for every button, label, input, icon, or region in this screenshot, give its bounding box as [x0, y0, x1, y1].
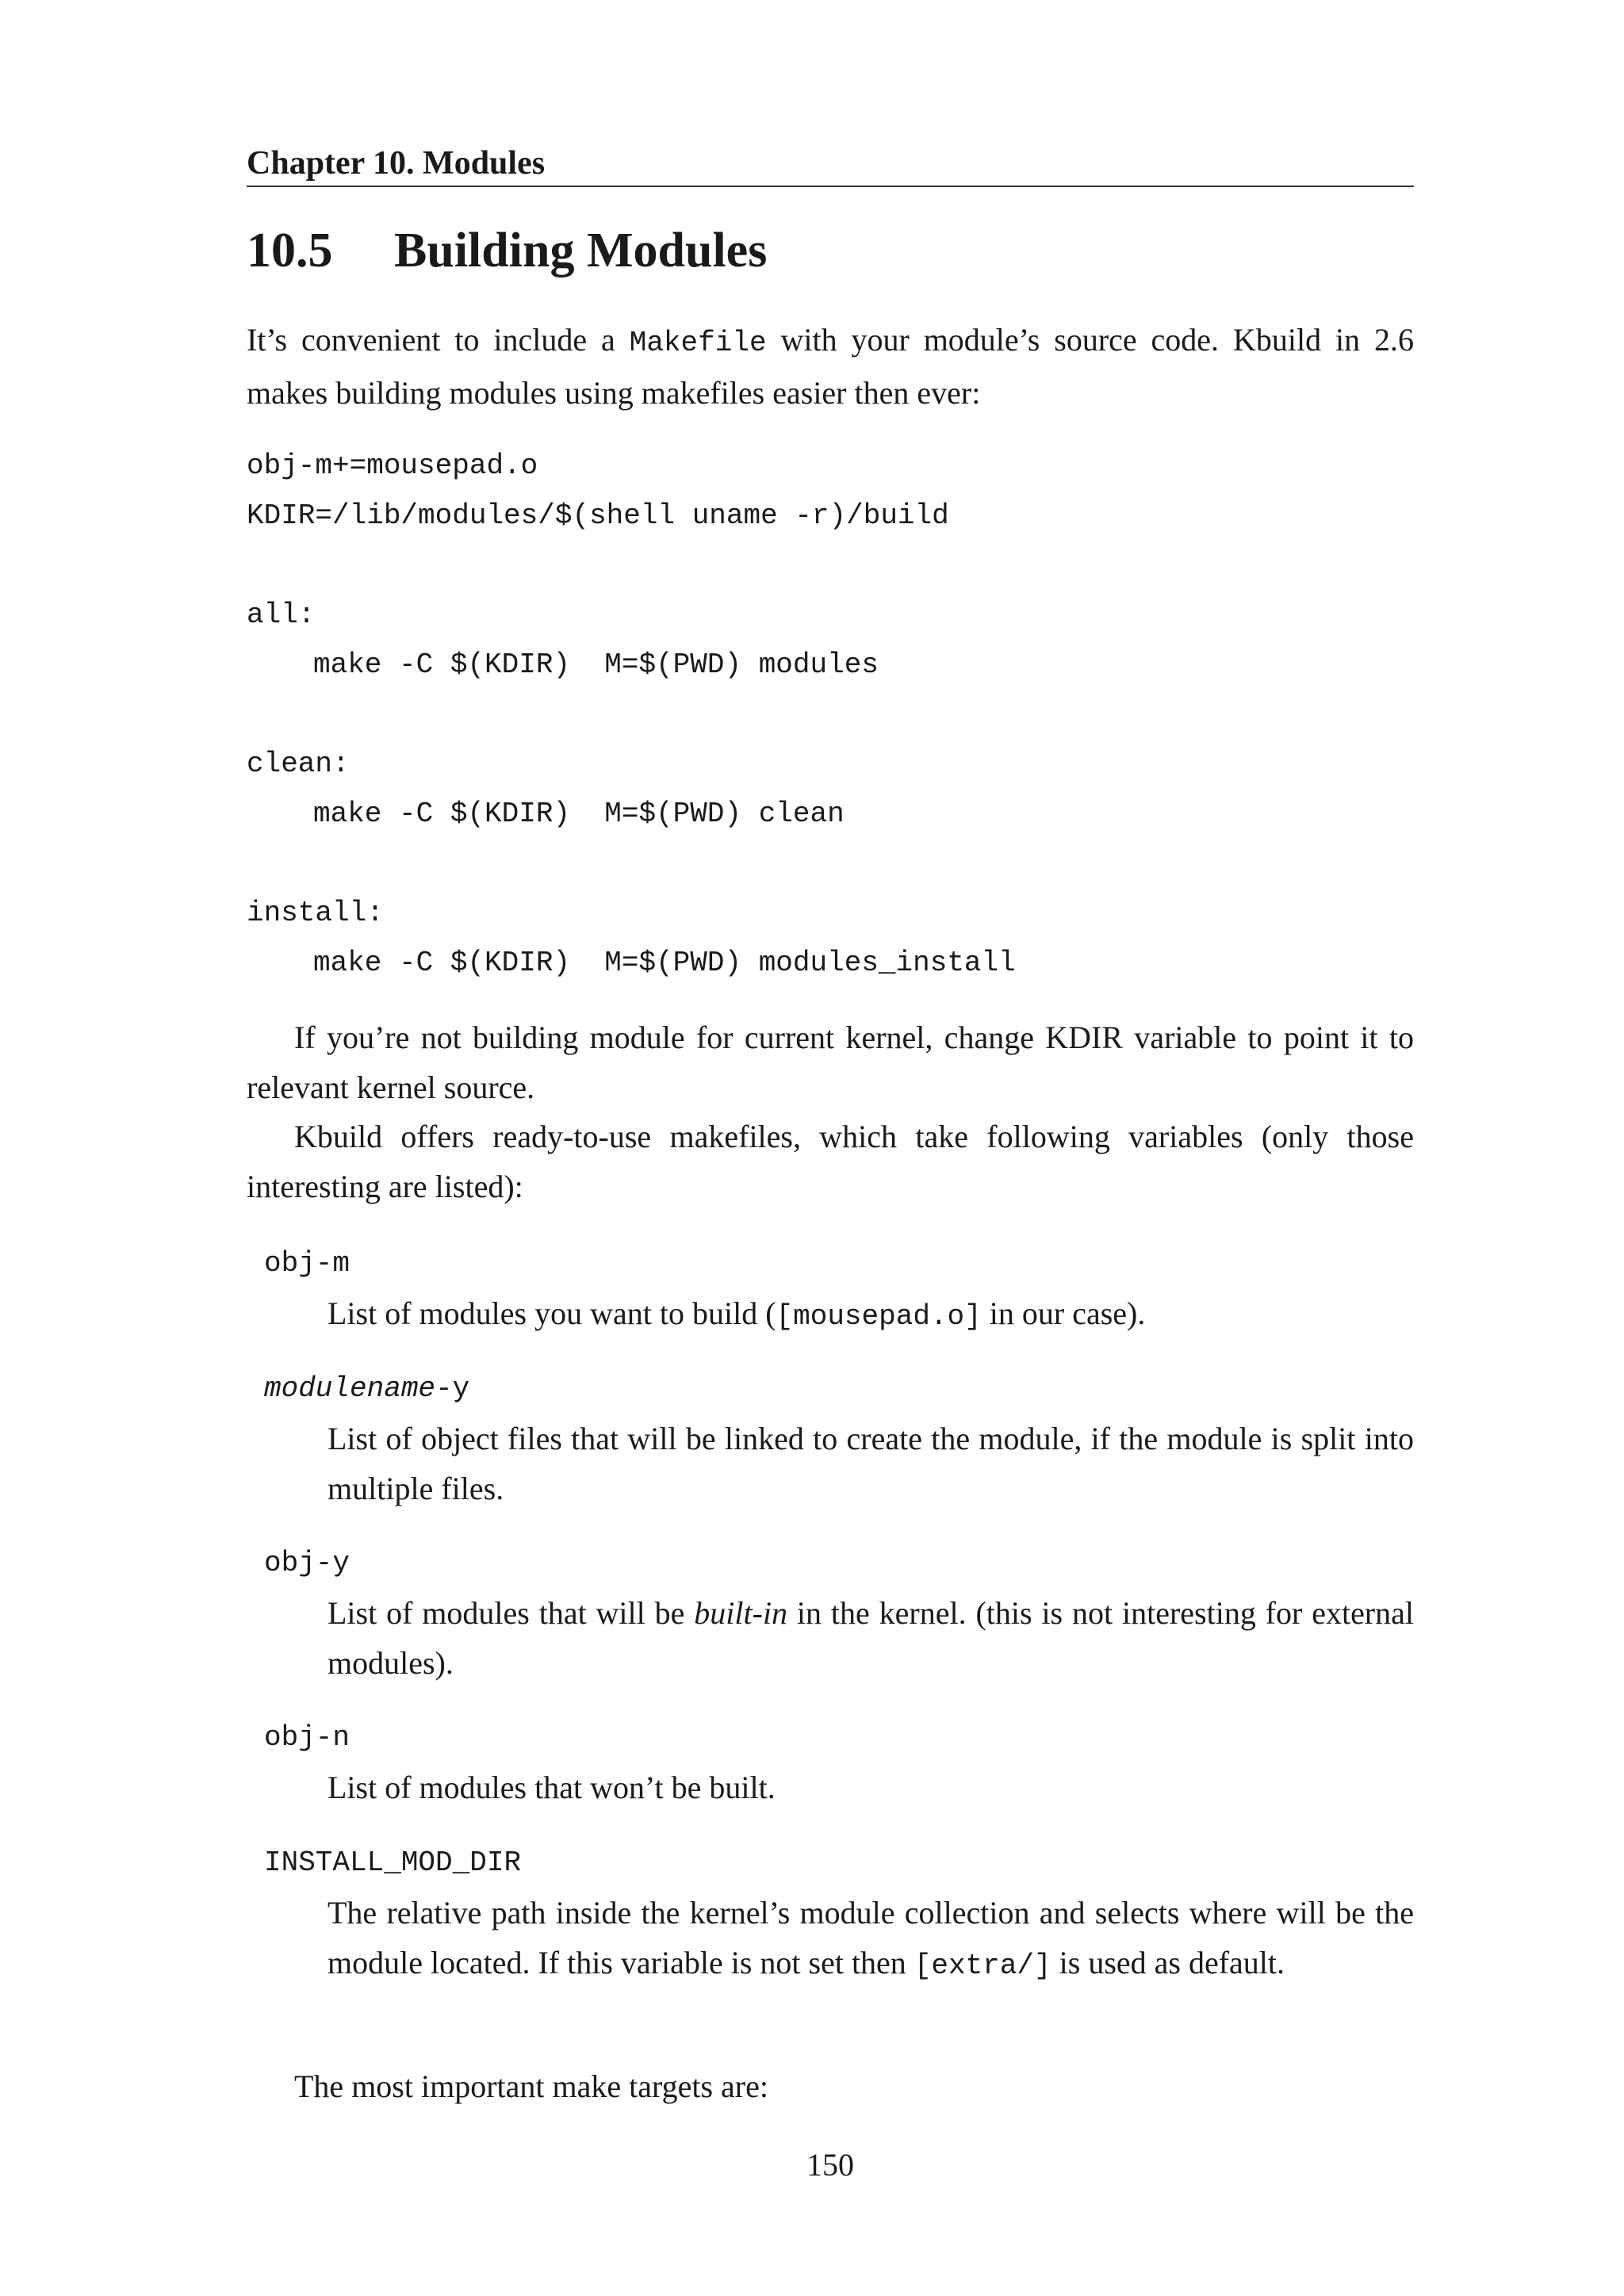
kbuild-paragraph: Kbuild offers ready-to-use makefiles, which take following variables (only those interesting are listed): — [247, 1119, 1414, 1204]
intro-text-b: with your module’s source code. Kbuild in 2.6 makes building modules using makefiles easier then ever: — [247, 322, 1414, 411]
intro-text-a: It’s convenient to include a — [247, 322, 630, 358]
section-title — [247, 220, 767, 281]
kdir-paragraph: If you’re not building module for current kernel, change KDIR variable to point it to relevant kernel source. — [247, 1020, 1414, 1105]
desc-italic: built-in — [694, 1595, 788, 1631]
desc-modulename-y: List of object files that will be linked to create the module, if the module is split into multiple files. — [327, 1421, 1414, 1506]
desc-install-mod-dir — [327, 1888, 1414, 1991]
desc-text: List of modules that will be — [327, 1595, 695, 1631]
desc-text: in the kernel. (this is not interesting for external modules). — [327, 1595, 1415, 1681]
targets-paragraph: The most important make targets are: — [294, 2068, 768, 2104]
code-line: make -C $(KDIR) M=$(PWD) modules_install — [313, 947, 1016, 979]
term-obj-m: obj-m — [264, 1247, 350, 1280]
desc-text: is used as default. — [1051, 1945, 1285, 1980]
code-line: KDIR=/lib/modules/$(shell uname -r)/build — [247, 499, 949, 532]
intro-paragraph — [247, 315, 1414, 418]
desc-obj-y — [327, 1588, 1414, 1688]
code-line: install: — [247, 897, 384, 929]
term-obj-y: obj-y — [264, 1547, 350, 1579]
running-head: Chapter 10. Modules — [247, 143, 1414, 187]
makefile-code: Makefile — [629, 327, 767, 359]
code-line: all: — [247, 599, 316, 631]
desc-obj-m — [327, 1288, 1414, 1341]
desc-text: The relative path inside the kernel’s module collection and selects where will be the module located. If this variable is not set then — [327, 1895, 1414, 1980]
desc-code: [extra/] — [914, 1950, 1051, 1982]
term-suffix: -y — [435, 1372, 470, 1405]
desc-obj-n: List of modules that won’t be built. — [327, 1770, 776, 1805]
code-line: make -C $(KDIR) M=$(PWD) clean — [313, 798, 845, 830]
page — [247, 0, 1414, 2296]
section-number: 10.5 — [247, 224, 333, 277]
term-obj-n: obj-n — [264, 1721, 350, 1754]
term-modulename-y — [264, 1364, 469, 1414]
term-install-mod-dir: INSTALL_MOD_DIR — [264, 1846, 522, 1879]
desc-text: List of modules you want to build ( — [327, 1295, 776, 1331]
page-number: 150 — [806, 2147, 854, 2183]
desc-text: in our case). — [981, 1295, 1146, 1331]
section-title-text: Building Modules — [394, 224, 768, 277]
code-line: obj-m+=mousepad.o — [247, 450, 538, 482]
desc-code: [mousepad.o] — [776, 1300, 982, 1333]
code-line: make -C $(KDIR) M=$(PWD) modules — [313, 649, 879, 681]
term-italic: modulename — [264, 1372, 436, 1405]
code-line: clean: — [247, 748, 350, 780]
